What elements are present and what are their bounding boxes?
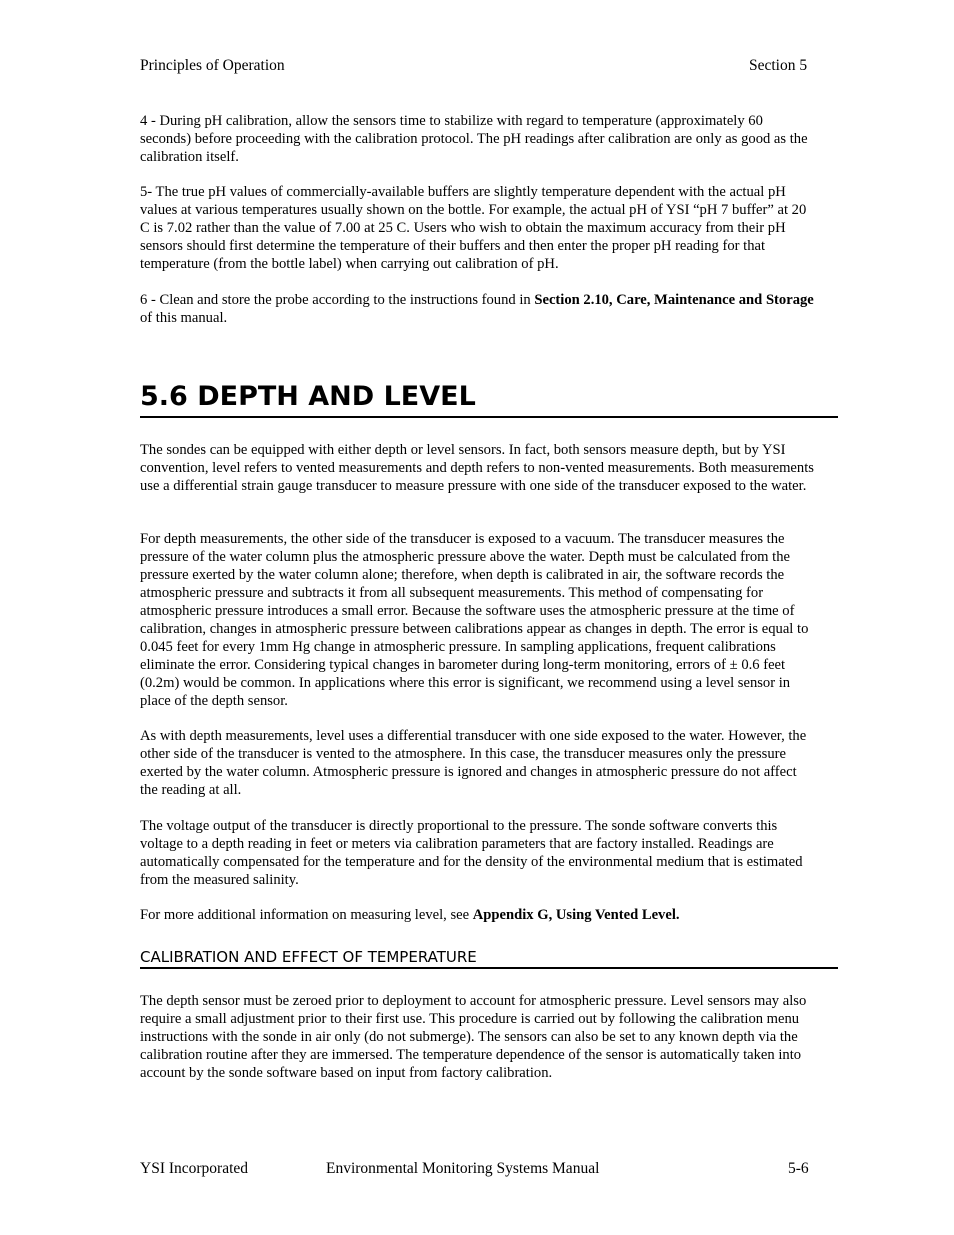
section-paragraph-4: The voltage output of the transducer is directly proportional to the pressure. The sonde software converts this voltage to a depth reading in feet or meters via calibration parameters that are factory installed. Readings are automatically compensated for the temperature and for the density of the environmental medium that is estimated from the measured salinity. <box>140 818 803 888</box>
paragraph-step-4: 4 - During pH calibration, allow the sensors time to stabilize with regard to temperature (approximately 60 seconds) before proceeding with the calibration protocol. The pH readings after calibration are only as good as the calibration itself. <box>140 113 808 165</box>
paragraph-step-6 <box>140 291 816 327</box>
subsection-heading: CALIBRATION AND EFFECT OF TEMPERATURE <box>140 948 477 966</box>
section-paragraph-5-text: For more additional information on measuring level, see <box>140 907 473 923</box>
footer-company: YSI Incorporated <box>140 1160 249 1177</box>
section-paragraph-5 <box>140 906 816 924</box>
running-header-section: Section 5 <box>749 57 808 74</box>
appendix-reference: Appendix G, Using Vented Level. <box>472 907 680 923</box>
subsection-heading-rule <box>140 967 838 969</box>
subsection-paragraph-1: The depth sensor must be zeroed prior to deployment to account for atmospheric pressure. Level sensors may also require a small adjustment prior to their first use. This procedure is carried out by following the calibration menu instructions with the sonde in air only (do not submerge). The sensors can also be set to any known depth via the calibration routine after they are immersed. The temperature dependence of the sensor is automatically taken into account by the sonde software based on input from factory calibration. <box>140 993 807 1081</box>
section-paragraph-1: The sondes can be equipped with either depth or level sensors. In fact, both sensors measure depth, but by YSI convention, level refers to vented measurements and depth refers to non-vented measurements. Both measurements use a differential strain gauge transducer to measure pressure with one side of the transducer exposed to the water. <box>140 442 814 494</box>
step-6-text-start: 6 - Clean and store the probe according to the instructions found in <box>140 292 535 308</box>
footer-manual-title: Environmental Monitoring Systems Manual <box>326 1160 600 1177</box>
step-6-reference: Section 2.10, Care, Maintenance and Storage <box>534 292 814 308</box>
running-header-title: Principles of Operation <box>140 57 285 74</box>
section-paragraph-2: For depth measurements, the other side of the transducer is exposed to a vacuum. The transducer measures the pressure of the water column plus the atmospheric pressure above the water. Depth must be calculated from the pressure exerted by the water column alone; therefore, when depth is calibrated in air, the software records the atmospheric pressure and subtracts it from all subsequent measurements. This method of compensating for atmospheric pressure introduces a small error. Because the software uses the atmospheric pressure at the time of calibration, changes in atmospheric pressure between calibrations appear as changes in depth. The error is equal to 0.045 feet for every 1mm Hg change in atmospheric pressure. In sampling applications, frequent calibrations eliminate the error. Considering typical changes in barometer during long-term monitoring, errors of ± 0.6 feet (0.2m) would be common. In applications where this error is significant, we recommend using a level sensor in place of the depth sensor. <box>140 531 809 709</box>
paragraph-step-5: 5- The true pH values of commercially-available buffers are slightly temperature dependent with the actual pH values at various temperatures usually shown on the bottle. For example, the actual pH of YSI “pH 7 buffer” at 20 C is 7.02 rather than the value of 7.00 at 25 C. Users who wish to obtain the maximum accuracy from their pH sensors should first determine the temperature of their buffers and then enter the proper pH reading for that temperature (from the bottle label) when carrying out calibration of pH. <box>140 184 807 272</box>
section-heading-rule <box>140 416 838 418</box>
section-heading: 5.6 DEPTH AND LEVEL <box>140 381 476 412</box>
section-paragraph-3: As with depth measurements, level uses a differential transducer with one side exposed to the water. However, the other side of the transducer is vented to the atmosphere. In this case, the transducer measures only the pressure exerted by the water column. Atmospheric pressure is ignored and changes in atmospheric pressure do not affect the reading at all. <box>140 728 807 798</box>
footer-page-number: 5-6 <box>788 1160 809 1177</box>
step-6-text-end: of this manual. <box>140 310 228 326</box>
